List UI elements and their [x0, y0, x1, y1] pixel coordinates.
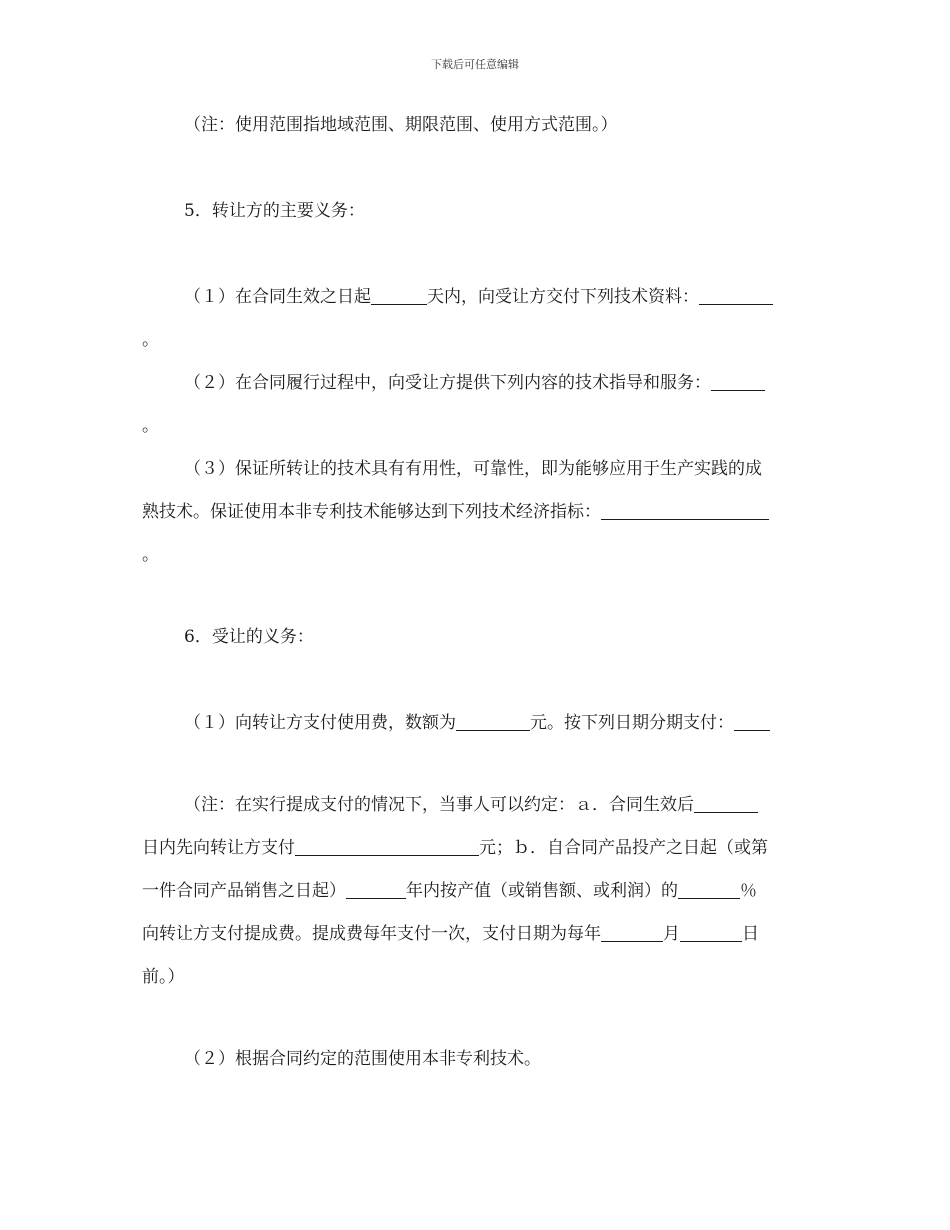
section-5-title: 5．转让方的主要义务：	[184, 201, 365, 221]
section-5-item-3-tail: 。	[142, 545, 159, 565]
blank-advance-payment	[295, 837, 479, 856]
page-header: 下载后可任意编辑	[431, 58, 519, 71]
note-payment-line4: 向转让方支付提成费。提成费每年支付一次，支付日期为每年 月 日	[142, 924, 759, 944]
note-payment-line5: 前。）	[142, 967, 185, 987]
note-payment-line1: （注：在实行提成支付的情况下，当事人可以约定：ａ．合同生效后	[142, 784, 854, 827]
blank-days	[371, 286, 427, 305]
section-5-item-2: （２）在合同履行过程中，向受让方提供下列内容的技术指导和服务：	[142, 362, 854, 405]
blank-day	[680, 923, 742, 942]
blank-percentage	[678, 880, 740, 899]
section-5-item-3-line1: （３）保证所转让的技术具有有用性，可靠性，即为能够应用于生产实践的成	[184, 459, 762, 479]
blank-tech-guidance	[711, 372, 765, 391]
blank-payment-dates	[734, 712, 770, 731]
blank-tech-materials	[699, 286, 773, 305]
section-6-item-2: （２）根据合同约定的范围使用本非专利技术。	[184, 1049, 541, 1069]
blank-fee-amount	[456, 712, 530, 731]
section-6-title: 6．受让的义务：	[184, 627, 314, 647]
blank-days-after-effective	[694, 794, 758, 813]
blank-tech-indicators	[601, 501, 769, 520]
note-scope: （注：使用范围指地域范围、期限范围、使用方式范围。）	[184, 115, 618, 135]
section-5-item-1: （１）在合同生效之日起 天内，向受让方交付下列技术资料：	[142, 276, 854, 319]
note-payment-line3: 一件合同产品销售之日起） 年内按产值（或销售额、或利润）的 ％	[142, 881, 757, 901]
section-5-item-1-tail: 。	[142, 330, 159, 350]
blank-month	[601, 923, 663, 942]
note-payment-line2: 日内先向转让方支付 元；ｂ．自合同产品投产之日起（或第	[142, 838, 768, 858]
blank-years	[346, 880, 406, 899]
section-5-item-2-tail: 。	[142, 416, 159, 436]
section-5-item-3-line2: 熟技术。保证使用本非专利技术能够达到下列技术经济指标：	[142, 491, 812, 534]
section-6-item-1: （１）向转让方支付使用费，数额为 元。按下列日期分期支付：	[142, 702, 854, 745]
